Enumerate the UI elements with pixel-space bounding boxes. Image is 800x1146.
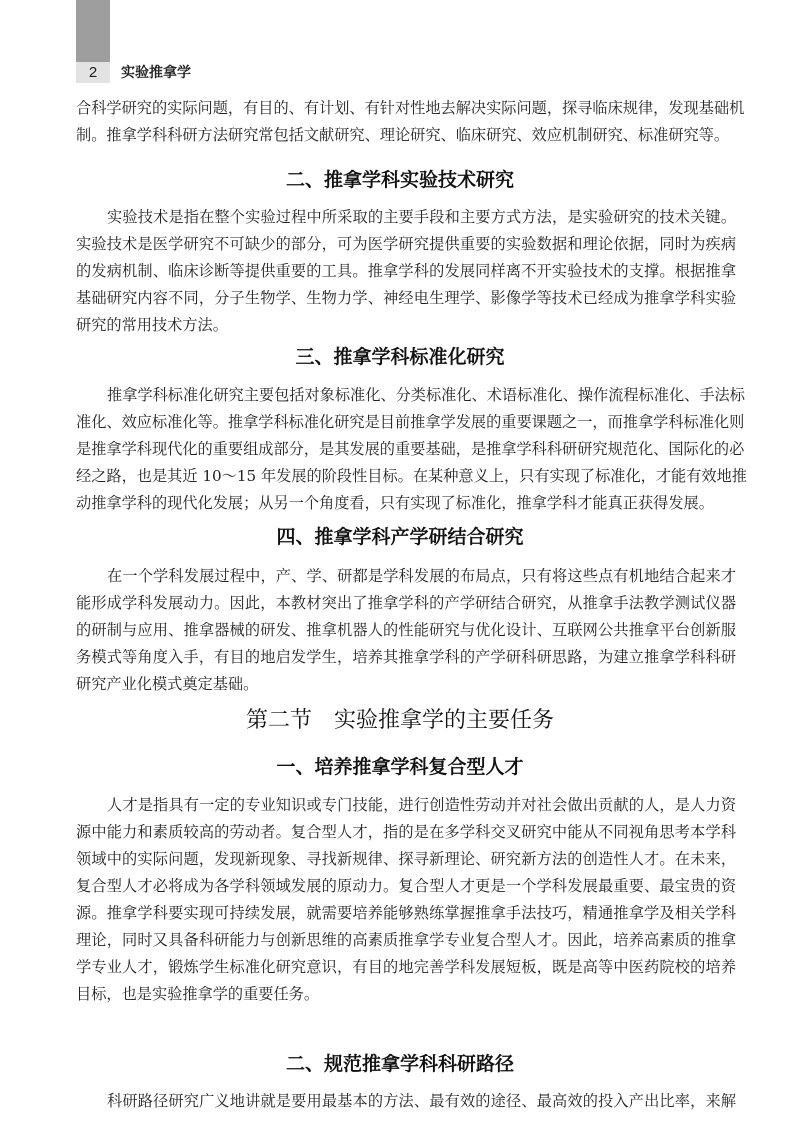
text-line: 能形成学科发展动力。因此，本教材突出了推拿学科的产学研结合研究，从推拿手法教学测试仪器	[76, 594, 736, 612]
text-line: 动推拿学科的现代化发展；从另一个角度看，只有实现了标准化，推拿学科才能真正获得发展。	[76, 494, 714, 512]
text-line: 在一个学科发展过程中，产、学、研都是学科发展的布局点，只有将这些点有机地结合起来才	[107, 567, 736, 585]
paragraph	[76, 1088, 736, 1115]
subsection-heading: 一、培养推拿学科复合型人才	[276, 756, 524, 778]
text-line: 复合型人才必将成为各学科领域发展的原动力。复合型人才更是一个学科发展最重要、最宝贵的资	[76, 877, 736, 895]
text-line: 制。推拿学科科研方法研究常包括文献研究、理论研究、临床研究、效应机制研究、标准研究等。	[76, 126, 730, 144]
paragraph	[76, 382, 747, 517]
text-line: 务模式等角度入手，有目的地启发学生，培养其推拿学科的产学研科研思路，为建立推拿学科科研	[76, 648, 736, 666]
subsection-heading: 二、推拿学科实验技术研究	[285, 169, 514, 191]
subsection-heading: 四、推拿学科产学研结合研究	[276, 526, 524, 548]
text-line: 准化、效应标准化等。推拿学科标准化研究是目前推拿学发展的重要课题之一，而推拿学科标准化则	[76, 413, 745, 431]
text-line: 经之路，也是其近 10～15 年发展的阶段性目标。在某种意义上，只有实现了标准化，才能有效地推	[76, 467, 747, 485]
text-line: 科研路径研究广义地讲就是要用最基本的方法、最有效的途径、最高效的投入产出比率，来解	[107, 1092, 736, 1110]
paragraph	[76, 95, 745, 149]
paragraph	[76, 792, 736, 1008]
text-line: 实验技术是指在整个实验过程中所采取的主要手段和主要方式方法，是实验研究的技术关键。	[107, 208, 736, 226]
text-line: 理论，同时又具备科研能力与创新思维的高素质推拿学专业复合型人才。因此，培养高素质的推拿	[76, 931, 736, 949]
text-line: 源中能力和素质较高的劳动者。复合型人才，指的是在多学科交叉研究中能从不同视角思考本学科	[76, 823, 736, 841]
page-number: 2	[76, 62, 110, 83]
text-line: 源。推拿学科要实现可持续发展，就需要培养能够熟练掌握推拿手法技巧，精通推拿学及相关学科	[76, 904, 736, 922]
text-line: 研究的常用技术方法。	[76, 316, 228, 334]
text-line: 目标，也是实验推拿学的重要任务。	[76, 985, 319, 1003]
paragraph	[76, 204, 736, 339]
text-line: 的研制与应用、推拿器械的研发、推拿机器人的性能研究与优化设计、互联网公共推拿平台创新服	[76, 621, 736, 639]
text-line: 是推拿学科现代化的重要组成部分，是其发展的重要基础，是推拿学科科研研究规范化、国际化的必	[76, 440, 745, 458]
text-line: 推拿学科标准化研究主要包括对象标准化、分类标准化、术语标准化、操作流程标准化、手法标	[107, 386, 745, 404]
text-line: 人才是指具有一定的专业知识或专门技能，进行创造性劳动并对社会做出贡献的人，是人力资	[107, 796, 736, 814]
text-line: 实验技术是医学研究不可缺少的部分，可为医学研究提供重要的实验数据和理论依据，同时为疾病	[76, 235, 736, 253]
text-line: 领域中的实际问题，发现新现象、寻找新规律、探寻新理论、研究新方法的创造性人才。在未来，	[76, 850, 736, 868]
header-decor-bar	[76, 0, 110, 62]
text-line: 学专业人才，锻炼学生标准化研究意识，有目的地完善学科发展短板，既是高等中医药院校的培养	[76, 958, 736, 976]
running-title: 实验推拿学	[121, 65, 191, 81]
text-line: 合科学研究的实际问题，有目的、有计划、有针对性地去解决实际问题，探寻临床规律，发现基础机	[76, 99, 745, 117]
text-line: 研究产业化模式奠定基础。	[76, 675, 259, 693]
subsection-heading: 二、规范推拿学科科研路径	[285, 1053, 514, 1075]
text-line: 基础研究内容不同，分子生物学、生物力学、神经电生理学、影像学等技术已经成为推拿学科实验	[76, 289, 736, 307]
paragraph	[76, 563, 736, 698]
subsection-heading: 三、推拿学科标准化研究	[295, 346, 505, 368]
section-title: 第二节 实验推拿学的主要任务	[245, 708, 554, 733]
text-line: 的发病机制、临床诊断等提供重要的工具。推拿学科的发展同样离不开实验技术的支撑。根据推拿	[76, 262, 736, 280]
